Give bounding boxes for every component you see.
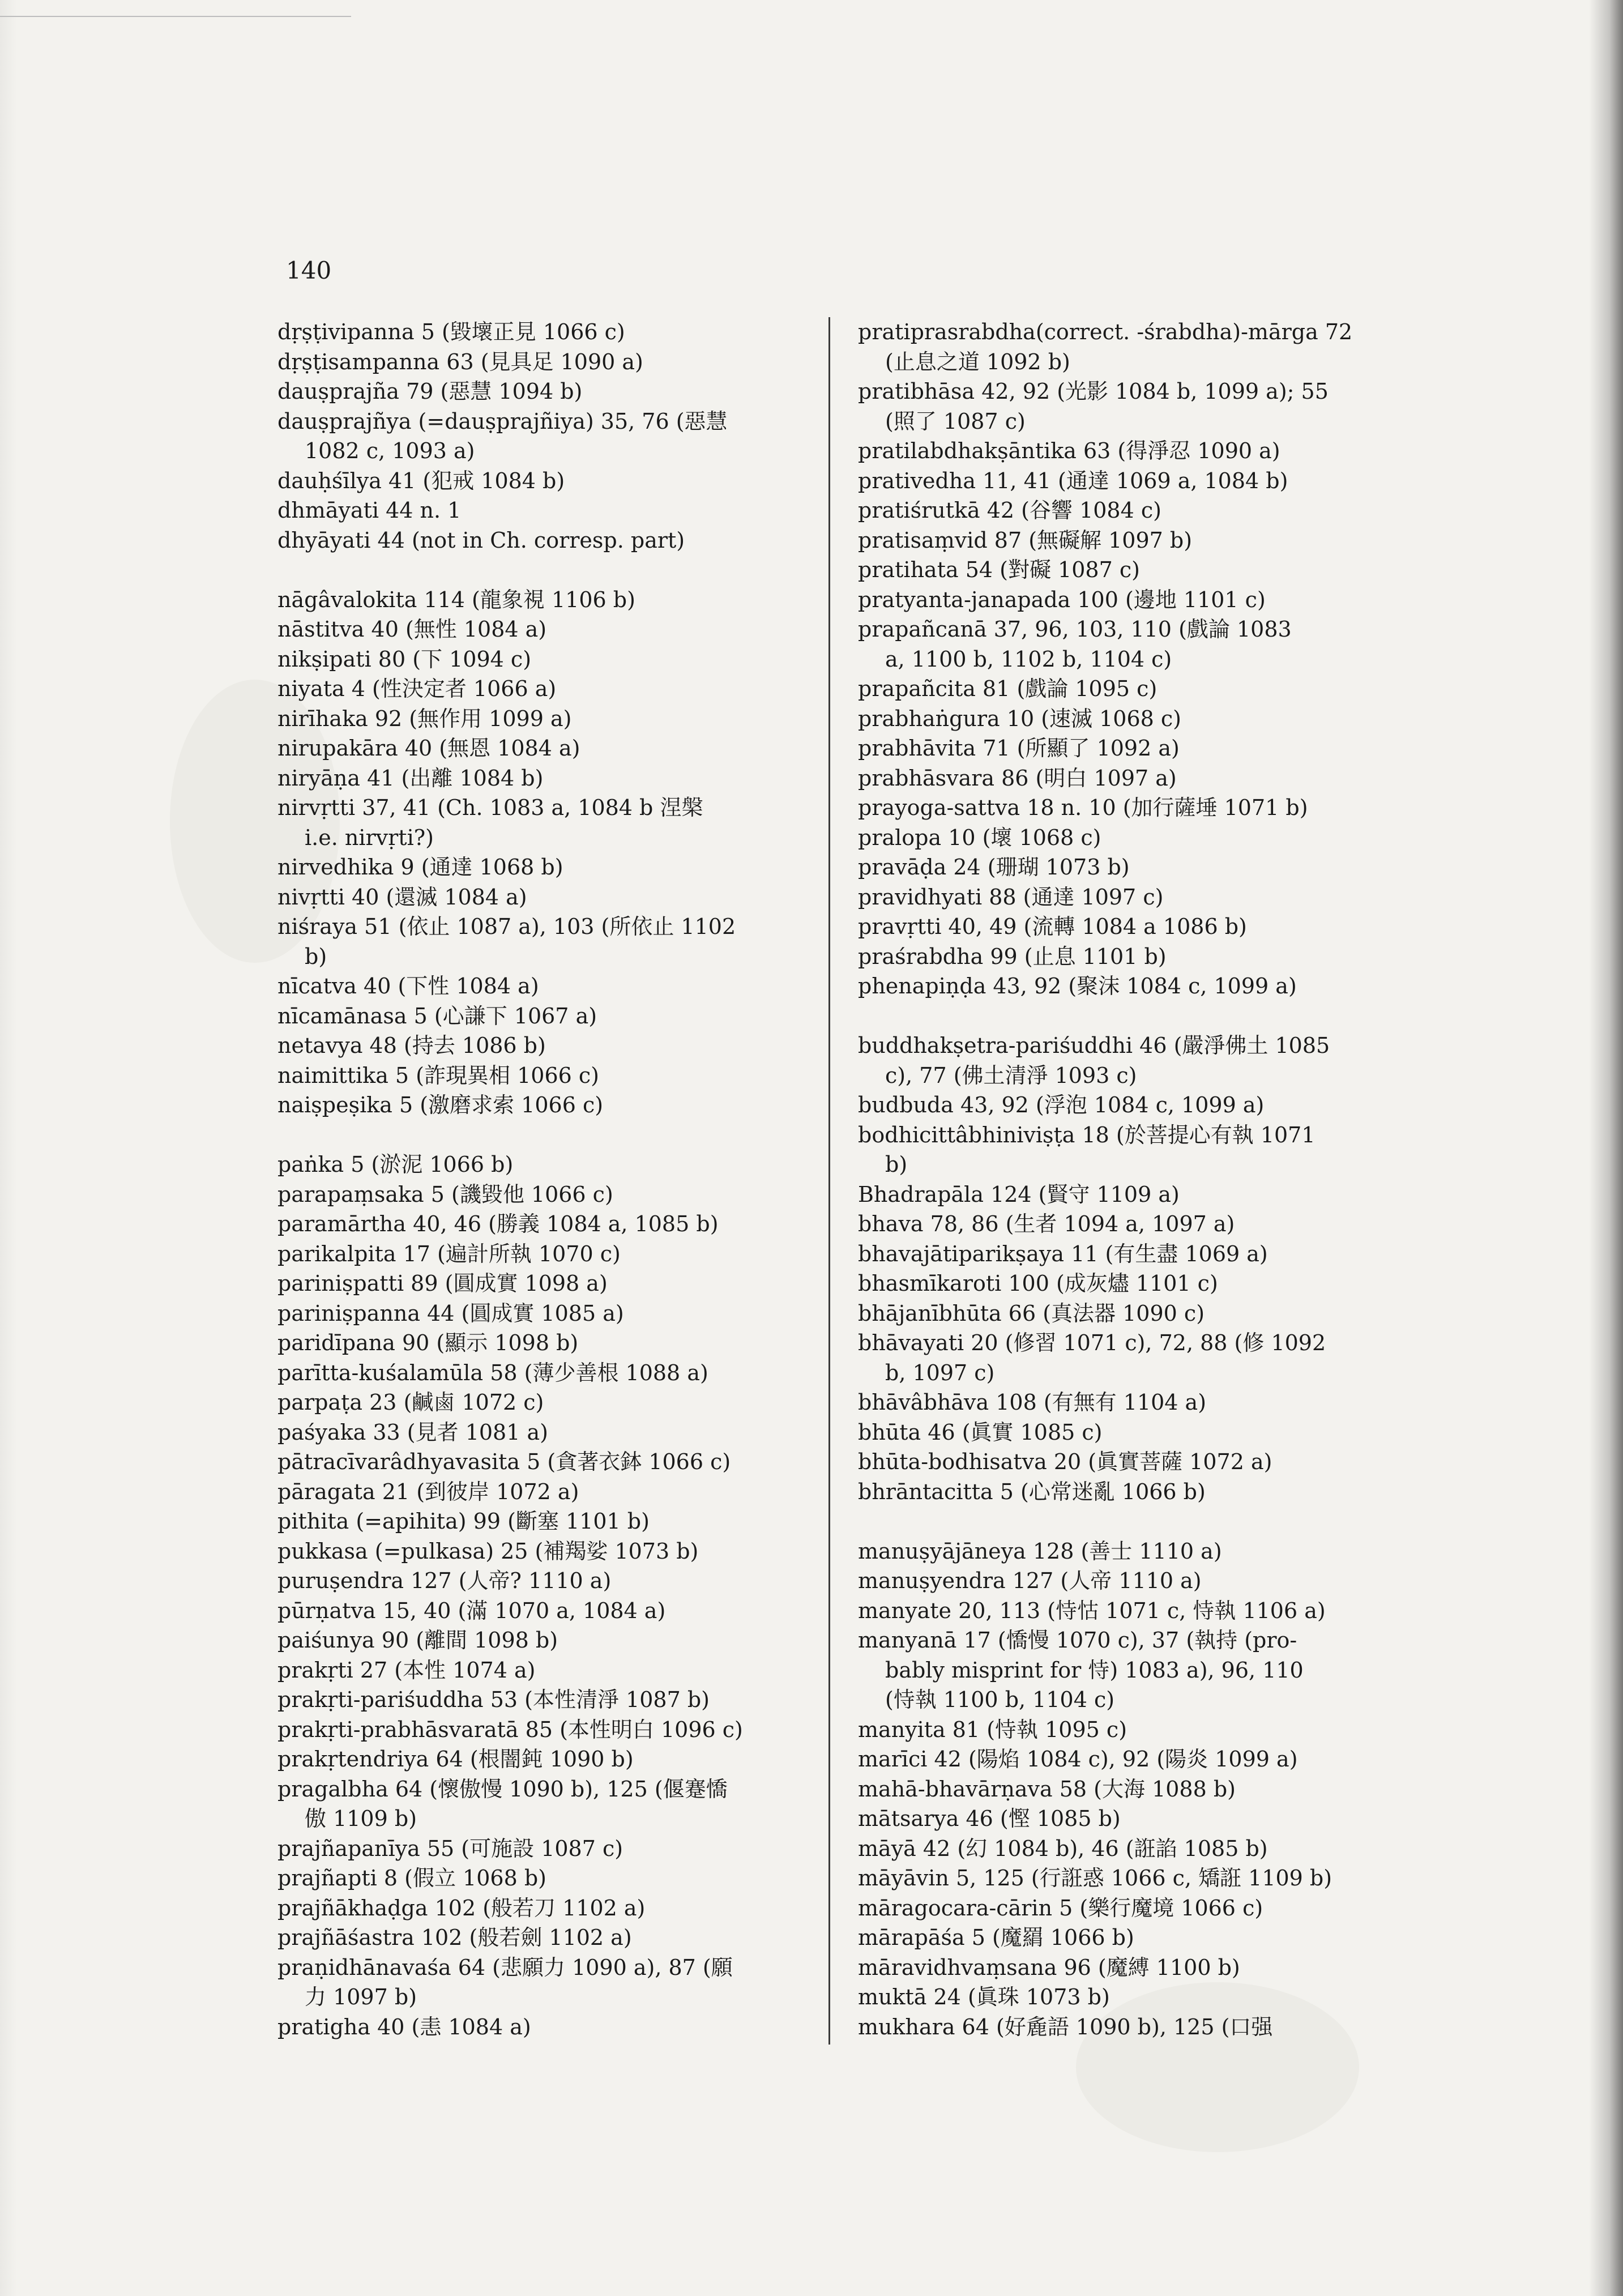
index-entry-text: nāstitva 40 (無性 1084 a) — [277, 617, 547, 642]
index-entry-text: prayoga-sattva 18 n. 10 (加行薩埵 1071 b) — [858, 795, 1308, 820]
index-entry — [277, 1447, 838, 1477]
index-entry — [858, 1804, 1424, 1834]
index-entry — [858, 1180, 1424, 1210]
index-entry — [858, 496, 1424, 526]
index-entry — [858, 317, 1424, 377]
index-entry — [858, 1477, 1424, 1507]
index-entry-text: niyata 4 (性決定者 1066 a) — [277, 676, 557, 701]
page-binding-shadow — [1589, 0, 1623, 2296]
index-entry — [858, 1863, 1424, 1893]
index-entry — [277, 1001, 838, 1031]
index-entry-text: pūrṇatva 15, 40 (滿 1070 a, 1084 a) — [277, 1598, 666, 1623]
index-entry-text: praṇidhānavaśa 64 (悲願力 1090 a), 87 (願 — [277, 1954, 733, 1980]
index-entry-continuation: b, 1097 c) — [885, 1360, 995, 1385]
index-entry-text: prabhāvita 71 (所顯了 1092 a) — [858, 736, 1180, 761]
index-entry-continuation: 1082 c, 1093 a) — [305, 438, 475, 463]
index-entry — [858, 763, 1424, 793]
index-entry-continuation: (照了 1087 c) — [885, 408, 1026, 434]
index-entry-text: parapaṃsaka 5 (譏毀他 1066 c) — [277, 1181, 613, 1207]
index-entry — [858, 1299, 1424, 1329]
index-entry-text: bhūta 46 (眞實 1085 c) — [858, 1419, 1103, 1445]
index-entry-text: pratilabdhakṣāntika 63 (得淨忍 1090 a) — [858, 438, 1280, 463]
index-entry — [277, 526, 838, 556]
index-entry-text: paridīpana 90 (顯示 1098 b) — [277, 1330, 579, 1355]
index-entry — [858, 882, 1424, 912]
index-entry — [858, 1031, 1424, 1090]
index-entry — [858, 942, 1424, 972]
index-entry — [858, 912, 1424, 942]
index-entry-text: nīcatva 40 (下性 1084 a) — [277, 974, 539, 998]
index-entry — [858, 852, 1424, 882]
index-entry-text: dauṣprajña 79 (惡慧 1094 b) — [277, 379, 583, 404]
index-entry — [277, 852, 838, 882]
index-entry — [277, 466, 838, 496]
index-entry-text: nirvṛtti 37, 41 (Ch. 1083 a, 1084 b 涅槃 — [277, 795, 703, 820]
index-entry-continuation: a, 1100 b, 1102 b, 1104 c) — [885, 646, 1172, 672]
index-entry-text: nirupakāra 40 (無恩 1084 a) — [277, 736, 580, 761]
index-column-left — [277, 317, 838, 2042]
index-entry — [277, 317, 838, 347]
index-entry — [277, 1566, 838, 1596]
index-entry-text: nirvedhika 9 (通達 1068 b) — [277, 855, 563, 880]
page-left-shadow — [0, 0, 17, 2296]
index-entry-text: nāgâvalokita 114 (龍象視 1106 b) — [277, 587, 635, 612]
index-entry — [858, 1982, 1424, 2012]
index-entry-text: māyāvin 5, 125 (行誑惑 1066 c, 矯誑 1109 b) — [858, 1866, 1332, 1890]
index-entry — [858, 1566, 1424, 1596]
index-entry-text: naimittika 5 (詐現異相 1066 c) — [277, 1062, 599, 1088]
index-entry — [858, 1953, 1424, 1983]
index-entry-text: manyita 81 (恃執 1095 c) — [858, 1717, 1127, 1742]
index-entry — [858, 2012, 1424, 2042]
index-entry-text: pratyanta-janapada 100 (邊地 1101 c) — [858, 587, 1266, 612]
index-entry — [858, 823, 1424, 853]
index-entry — [858, 1923, 1424, 1953]
index-entry-text: nikṣipati 80 (下 1094 c) — [277, 646, 532, 672]
index-entry — [277, 1715, 838, 1745]
index-entry — [858, 377, 1424, 436]
index-entry-text: marīci 42 (陽焰 1084 c), 92 (陽炎 1099 a) — [858, 1747, 1298, 1772]
index-entry — [277, 614, 838, 645]
index-entry — [277, 1209, 838, 1239]
index-entry-continuation: b) — [885, 1152, 908, 1177]
index-entry — [277, 1744, 838, 1774]
index-entry — [858, 585, 1424, 615]
section-gap — [858, 1001, 1424, 1031]
index-column-right — [858, 317, 1424, 2042]
index-entry — [858, 1537, 1424, 1567]
index-entry — [277, 1358, 838, 1388]
index-entry-text: mārapāśa 5 (魔羂 1066 b) — [858, 1925, 1134, 1950]
index-entry-text: māragocara-cārin 5 (樂行魔境 1066 c) — [858, 1895, 1263, 1921]
index-entry — [858, 1239, 1424, 1269]
index-entry — [858, 1893, 1424, 1923]
section-gap — [277, 1120, 838, 1150]
index-entry — [858, 1447, 1424, 1477]
index-entry-continuation: i.e. nirvṛti?) — [305, 825, 434, 850]
index-entry — [277, 1031, 838, 1061]
index-entry-text: pralopa 10 (壞 1068 c) — [858, 825, 1101, 850]
index-entry-text: dṛṣṭivipanna 5 (毀壞正見 1066 c) — [277, 319, 625, 344]
index-entry — [277, 763, 838, 793]
index-entry-text: pratigha 40 (恚 1084 a) — [277, 2014, 531, 2039]
index-entry-text: pratiprasrabdha(correct. -śrabdha)-mārga 72 — [858, 319, 1353, 344]
index-entry — [277, 496, 838, 526]
index-entry-text: mukhara 64 (好麁語 1090 b), 125 (口强 — [858, 2014, 1273, 2039]
index-entry — [858, 793, 1424, 823]
index-entry — [277, 1090, 838, 1120]
index-entry-text: prajñapanīya 55 (可施設 1087 c) — [277, 1836, 623, 1861]
index-entry-text: pātracīvarâdhyavasita 5 (貪著衣鉢 1066 c) — [277, 1449, 731, 1474]
index-entry — [277, 793, 838, 852]
index-entry-text: mātsarya 46 (慳 1085 b) — [858, 1806, 1121, 1831]
index-entry — [277, 1834, 838, 1864]
index-entry-text: pithita (=apihita) 99 (斷塞 1101 b) — [277, 1509, 650, 1534]
index-entry-text: prabhaṅgura 10 (速滅 1068 c) — [858, 706, 1182, 731]
index-entry-text: paśyaka 33 (見者 1081 a) — [277, 1419, 548, 1445]
index-entry-text: bhrāntacitta 5 (心常迷亂 1066 b) — [858, 1479, 1206, 1504]
index-entry — [858, 1715, 1424, 1745]
index-entry-continuation: (止息之道 1092 b) — [885, 349, 1070, 374]
index-entry — [277, 347, 838, 377]
index-entry — [277, 733, 838, 763]
index-entry-text: bodhicittâbhiniviṣṭa 18 (於菩提心有執 1071 — [858, 1122, 1316, 1147]
index-entry-text: paiśunya 90 (離間 1098 b) — [277, 1628, 558, 1653]
index-entry-text: bhavajātiparikṣaya 11 (有生盡 1069 a) — [858, 1241, 1268, 1266]
index-entry-text: niryāṇa 41 (出離 1084 b) — [277, 765, 544, 791]
index-entry — [277, 882, 838, 912]
top-edge-rule — [0, 16, 351, 17]
index-entry-continuation: b) — [305, 944, 327, 969]
index-entry — [858, 1625, 1424, 1715]
index-entry-continuation: 力 1097 b) — [305, 1985, 417, 2009]
index-entry-text: parikalpita 17 (遍計所執 1070 c) — [277, 1241, 621, 1266]
index-entry-text: dauḥśīlya 41 (犯戒 1084 b) — [277, 468, 565, 493]
index-entry — [858, 1774, 1424, 1804]
index-entry-text: prajñākhaḍga 102 (般若刀 1102 a) — [277, 1895, 646, 1921]
index-entry-text: nīcamānasa 5 (心謙下 1067 a) — [277, 1003, 597, 1028]
index-entry-text: buddhakṣetra-pariśuddhi 46 (嚴淨佛土 1085 — [858, 1033, 1330, 1058]
index-entry — [277, 407, 838, 466]
index-entry-text: pukkasa (=pulkasa) 25 (補羯娑 1073 b) — [277, 1538, 699, 1564]
index-entry-text: pāragata 21 (到彼岸 1072 a) — [277, 1479, 579, 1504]
index-entry — [858, 733, 1424, 763]
index-entry-text: netavya 48 (持去 1086 b) — [277, 1033, 546, 1058]
index-entry — [858, 1090, 1424, 1120]
index-entry-text: prajñapti 8 (假立 1068 b) — [277, 1866, 546, 1890]
index-entry — [277, 2012, 838, 2042]
index-entry — [858, 1120, 1424, 1180]
index-entry-text: bhasmīkaroti 100 (成灰燼 1101 c) — [858, 1271, 1218, 1296]
index-entry-text: Bhadrapāla 124 (賢守 1109 a) — [858, 1181, 1180, 1207]
index-entry-text: māyā 42 (幻 1084 b), 46 (誑諂 1085 b) — [858, 1836, 1268, 1861]
index-entry-text: dauṣprajñya (=dauṣprajñiya) 35, 76 (惡慧 — [277, 408, 728, 434]
index-entry — [858, 1744, 1424, 1774]
index-entry — [858, 1418, 1424, 1448]
index-entry — [277, 1388, 838, 1418]
index-entry-text: manyate 20, 113 (恃怙 1071 c, 恃執 1106 a) — [858, 1598, 1326, 1623]
index-entry-text: nivṛtti 40 (還滅 1084 a) — [277, 884, 527, 910]
index-entry-text: bhūta-bodhisatva 20 (眞實菩薩 1072 a) — [858, 1449, 1272, 1474]
index-entry — [277, 704, 838, 734]
index-entry-continuation: c), 77 (佛土清淨 1093 c) — [885, 1062, 1137, 1088]
index-entry-text: pariniṣpanna 44 (圓成實 1085 a) — [277, 1300, 624, 1326]
index-entry — [277, 1418, 838, 1448]
index-entry-text: paṅka 5 (淤泥 1066 b) — [277, 1152, 514, 1177]
index-entry-text: prakṛti 27 (本性 1074 a) — [277, 1657, 536, 1683]
index-entry-text: phenapiṇḍa 43, 92 (聚沫 1084 c, 1099 a) — [858, 974, 1297, 998]
index-entry-text: prajñāśastra 102 (般若劍 1102 a) — [277, 1925, 632, 1950]
index-entry-text: prativedha 11, 41 (通達 1069 a, 1084 b) — [858, 468, 1288, 493]
index-entry-text: dhyāyati 44 (not in Ch. corresp. part) — [277, 527, 685, 553]
index-entry-text: manuṣyājāneya 128 (善士 1110 a) — [858, 1538, 1222, 1564]
index-entry-text: prakṛti-pariśuddha 53 (本性清淨 1087 b) — [277, 1687, 710, 1712]
section-gap — [277, 555, 838, 585]
index-entry — [277, 1774, 838, 1834]
index-entry — [858, 614, 1424, 674]
index-entry — [858, 466, 1424, 496]
index-entry — [277, 1239, 838, 1269]
index-entry-text: pratihata 54 (對礙 1087 c) — [858, 557, 1140, 582]
column-divider — [828, 317, 830, 2045]
index-entry — [858, 1834, 1424, 1864]
index-entry — [858, 1328, 1424, 1388]
index-entry-text: bhāvayati 20 (修習 1071 c), 72, 88 (修 1092 — [858, 1330, 1326, 1355]
index-entry-text: prabhāsvara 86 (明白 1097 a) — [858, 765, 1177, 791]
index-entry — [858, 971, 1424, 1001]
index-entry — [277, 1953, 838, 2012]
index-entry — [858, 555, 1424, 585]
index-entry — [858, 1209, 1424, 1239]
index-entry-text: pravṛtti 40, 49 (流轉 1084 a 1086 b) — [858, 914, 1247, 939]
index-entry-text: parpaṭa 23 (鹹鹵 1072 c) — [277, 1390, 544, 1415]
index-entry-text: bhāvâbhāva 108 (有無有 1104 a) — [858, 1390, 1207, 1415]
index-entry-text: parītta-kuśalamūla 58 (薄少善根 1088 a) — [277, 1360, 708, 1385]
index-entry-text: paramārtha 40, 46 (勝義 1084 a, 1085 b) — [277, 1211, 719, 1236]
index-entry-text: puruṣendra 127 (人帝? 1110 a) — [277, 1568, 612, 1593]
index-entry-text: pariniṣpatti 89 (圓成實 1098 a) — [277, 1271, 608, 1296]
index-entry-text: bhājanībhūta 66 (真法器 1090 c) — [858, 1300, 1205, 1326]
index-entry-text: mahā-bhavārṇava 58 (大海 1088 b) — [858, 1776, 1236, 1802]
index-entry — [277, 1685, 838, 1715]
index-entry-continuation: bably misprint for 恃) 1083 a), 96, 110 — [885, 1657, 1304, 1683]
index-entry-text: pratisaṃvid 87 (無礙解 1097 b) — [858, 527, 1193, 553]
index-entry — [277, 1328, 838, 1358]
index-entry-text: dṛṣṭisampanna 63 (見具足 1090 a) — [277, 349, 643, 374]
index-entry — [858, 526, 1424, 556]
index-entry — [277, 1150, 838, 1180]
index-entry-continuation: (恃執 1100 b, 1104 c) — [885, 1687, 1115, 1712]
index-entry-text: budbuda 43, 92 (浮泡 1084 c, 1099 a) — [858, 1092, 1265, 1117]
index-entry-text: niśraya 51 (依止 1087 a), 103 (所依止 1102 — [277, 914, 736, 939]
index-entry-text: prakṛti-prabhāsvaratā 85 (本性明白 1096 c) — [277, 1717, 743, 1742]
index-entry-continuation: 傲 1109 b) — [305, 1806, 417, 1831]
index-entry-text: manyanā 17 (憍慢 1070 c), 37 (執持 (pro- — [858, 1628, 1297, 1653]
page-number: 140 — [286, 257, 332, 284]
index-entry — [858, 1269, 1424, 1299]
index-entry — [277, 377, 838, 407]
index-entry — [858, 674, 1424, 704]
index-entry-text: naiṣpeṣika 5 (激磨求索 1066 c) — [277, 1092, 604, 1117]
index-entry-text: pravidhyati 88 (通達 1097 c) — [858, 884, 1164, 910]
index-entry — [858, 436, 1424, 466]
index-entry — [277, 645, 838, 675]
index-entry — [858, 1596, 1424, 1626]
index-entry — [277, 1863, 838, 1893]
index-entry-text: māravidhvaṃsana 96 (魔縛 1100 b) — [858, 1954, 1240, 1980]
index-entry — [277, 1625, 838, 1655]
index-entry — [858, 704, 1424, 734]
index-entry-text: prapañcanā 37, 96, 103, 110 (戲論 1083 — [858, 617, 1292, 642]
index-entry — [858, 1388, 1424, 1418]
index-entry — [277, 1507, 838, 1537]
index-entry-text: praśrabdha 99 (止息 1101 b) — [858, 944, 1167, 969]
index-entry — [277, 1269, 838, 1299]
index-entry-text: pragalbha 64 (懷傲慢 1090 b), 125 (偃蹇憍 — [277, 1776, 728, 1802]
index-entry — [277, 1596, 838, 1626]
index-entry-text: muktā 24 (眞珠 1073 b) — [858, 1985, 1110, 2009]
index-entry — [277, 1061, 838, 1091]
index-entry-text: bhava 78, 86 (生者 1094 a, 1097 a) — [858, 1211, 1235, 1236]
index-entry-text: manuṣyendra 127 (人帝 1110 a) — [858, 1568, 1202, 1593]
index-entry-text: dhmāyati 44 n. 1 — [277, 498, 462, 523]
index-entry-text: pratiśrutkā 42 (谷響 1084 c) — [858, 498, 1161, 523]
index-entry — [277, 585, 838, 615]
index-entry — [277, 1537, 838, 1567]
index-entry — [277, 1893, 838, 1923]
index-entry-text: pravāḍa 24 (珊瑚 1073 b) — [858, 855, 1130, 880]
index-entry-text: nirīhaka 92 (無作用 1099 a) — [277, 706, 572, 731]
index-entry — [277, 1923, 838, 1953]
index-entry — [277, 1655, 838, 1685]
index-entry — [277, 912, 838, 971]
section-gap — [858, 1507, 1424, 1537]
index-entry — [277, 674, 838, 704]
index-entry — [277, 1299, 838, 1329]
index-entry-text: prakṛtendriya 64 (根闇鈍 1090 b) — [277, 1747, 634, 1772]
index-entry — [277, 971, 838, 1001]
index-entry — [277, 1180, 838, 1210]
index-entry-text: pratibhāsa 42, 92 (光影 1084 b, 1099 a); 55 — [858, 379, 1329, 404]
index-entry-text: prapañcita 81 (戲論 1095 c) — [858, 676, 1158, 701]
index-entry — [277, 1477, 838, 1507]
